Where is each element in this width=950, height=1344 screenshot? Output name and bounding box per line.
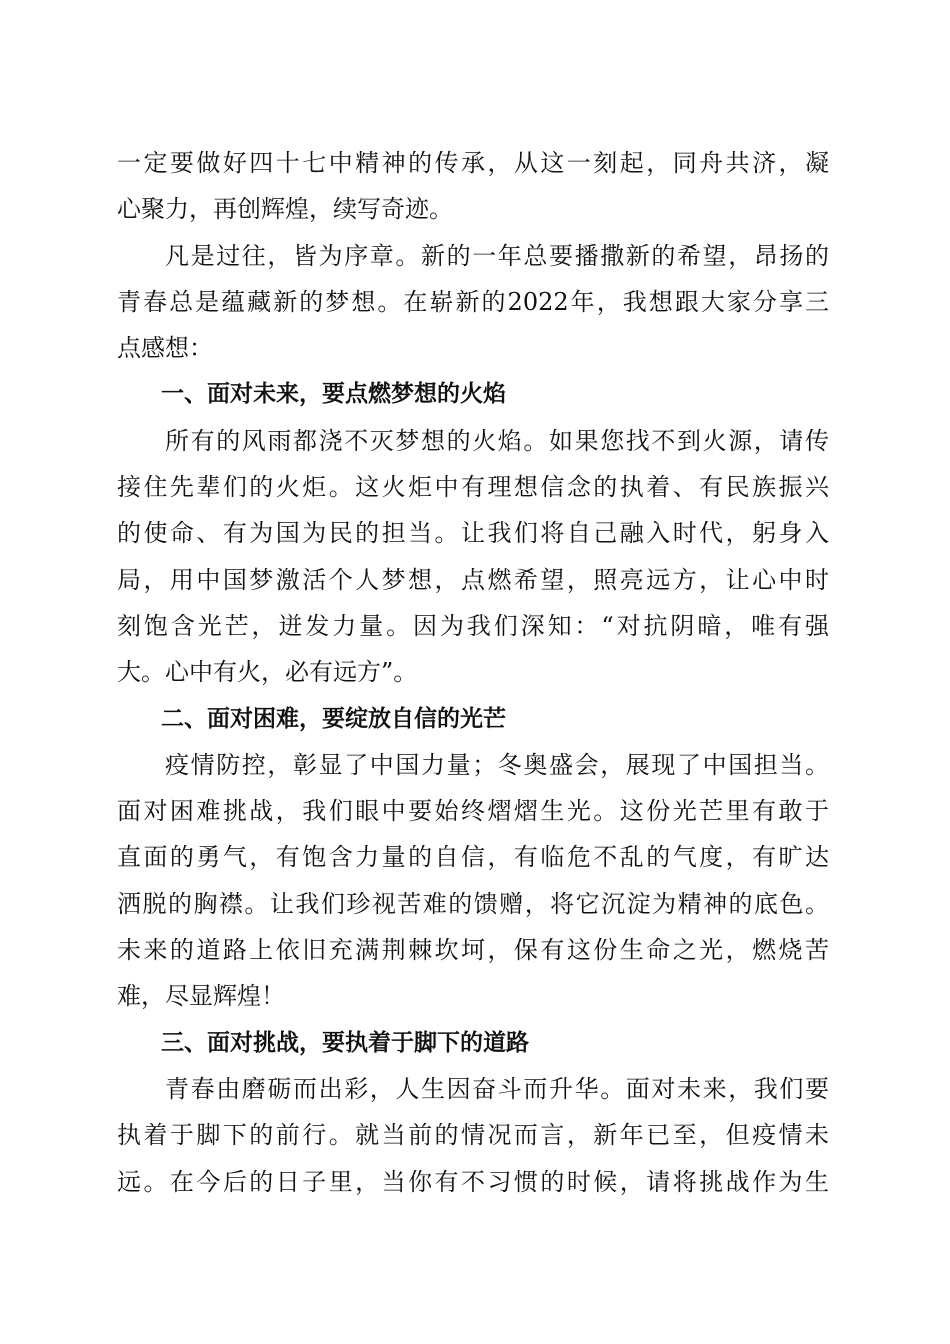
paragraph-line: 刻饱含光芒，迸发力量。因为我们深知：“对抗阴暗，唯有强 <box>117 611 829 640</box>
paragraph-line: 青春总是蕴藏新的梦想。在崭新的2022年，我想跟大家分享三 <box>117 287 829 316</box>
paragraph-line: 青春由磨砺而出彩，人生因奋斗而升华。面对未来，我们要 <box>165 1074 829 1103</box>
paragraph-line: 执着于脚下的前行。就当前的情况而言，新年已至，但疫情未 <box>117 1121 829 1150</box>
paragraph-line: 局，用中国梦激活个人梦想，点燃希望，照亮远方，让心中时 <box>117 565 829 594</box>
paragraph-line: 一定要做好四十七中精神的传承，从这一刻起，同舟共济，凝 <box>117 149 829 177</box>
paragraph-line: 点感想： <box>117 334 213 363</box>
paragraph-line: 的使命、有为国为民的担当。让我们将自己融入时代，躬身入 <box>117 519 829 548</box>
paragraph-line: 未来的道路上依旧充满荆棘坎坷，保有这份生命之光，燃烧苦 <box>117 936 829 965</box>
section-heading-2: 二、面对困难，要绽放自信的光芒 <box>161 705 506 732</box>
paragraph-line: 接住先辈们的火炬。这火炬中有理想信念的执着、有民族振兴 <box>117 473 829 502</box>
section-heading-1: 一、面对未来，要点燃梦想的火焰 <box>161 381 506 408</box>
paragraph-line: 远。在今后的日子里，当你有不习惯的时候，请将挑战作为生 <box>117 1167 829 1196</box>
document-body <box>117 140 829 1205</box>
paragraph-line: 心聚力，再创辉煌，续写奇迹。 <box>117 195 453 224</box>
paragraph-line: 洒脱的胸襟。让我们珍视苦难的馈赠，将它沉淀为精神的底色。 <box>117 889 829 918</box>
section-heading-3: 三、面对挑战，要执着于脚下的道路 <box>161 1029 529 1056</box>
paragraph-line: 面对困难挑战，我们眼中要始终熠熠生光。这份光芒里有敢于 <box>117 797 829 826</box>
paragraph-line: 疫情防控，彰显了中国力量；冬奥盛会，展现了中国担当。 <box>165 750 829 779</box>
paragraph-line: 所有的风雨都浇不灭梦想的火焰。如果您找不到火源，请传 <box>165 426 829 455</box>
paragraph-line: 难，尽显辉煌！ <box>117 982 285 1011</box>
paragraph-line: 直面的勇气，有饱含力量的自信，有临危不乱的气度，有旷达 <box>117 843 829 872</box>
paragraph-line: 大。心中有火，必有远方”。 <box>117 658 418 687</box>
paragraph-line: 凡是过往，皆为序章。新的一年总要播撒新的希望，昂扬的 <box>165 241 829 270</box>
